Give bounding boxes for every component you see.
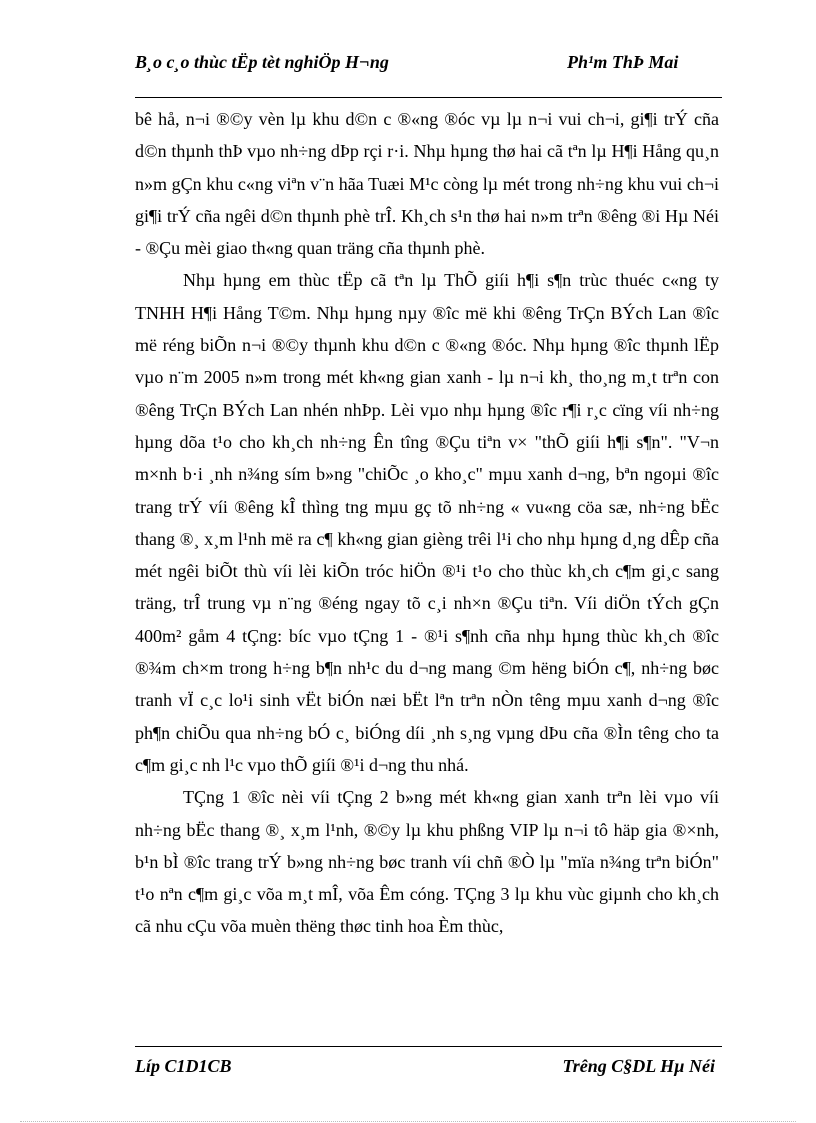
paragraph-2: Nhµ hµng em thùc tËp cã tªn lµ ThÕ giíi h¶i s¶n trùc thuéc c«ng ty TNHH H¶i Hång T©m. Nhµ hµng nµy ®îc më khi ®êng TrÇn BÝch Lan ®îc më réng biÕn n¬i ®©y thµnh khu d©n c ®«ng ®óc. Nhµ hµng ®îc thµnh lËp vµo n¨m 2005 n»m trong mét kh«ng gian xanh - lµ n¬i kh¸ tho¸ng m¸t trªn con ®êng TrÇn BÝch Lan nhén nhÞp. Lèi vµo nhµ hµng ®îc r¶i r¸c cïng víi nh÷ng hµng dõa t¹o cho kh¸ch nh÷ng Ên tîng ®Çu tiªn v× "thÕ giíi h¶i s¶n". "V¬n m×nh b·i ¸nh n¾ng sím b»ng "chiÕc ¸o kho¸c" mµu xanh d¬ng, bªn ngoµi ®îc trang trÝ víi ®êng kÎ thìng tng mµu gç tõ nh÷ng « vu«ng cöa sæ, nh÷ng bËc thang ®¸ x¸m l¹nh më ra c¶ kh«ng gian gièng trêi l¹i cho nhµ hµng d¸ng dÊp cña mét ngêi biÕt thù víi lèi kiÕn tróc hiÖn ®¹i t¹o cho thùc kh¸ch c¶m gi¸c sang träng, trÎ trung vµ n¨ng ®éng ngay tõ c¸i nh×n ®Çu tiªn. Víi diÖn tÝch gÇn 400m² gåm 4 tÇng: bíc vµo tÇng 1 - ®¹i s¶nh cña nhµ hµng thùc kh¸ch ®îc ®¾m ch×m trong h÷ng b¶n nh¹c du d¬ng mang ©m hëng biÓn c¶, nh÷ng bøc tranh vÏ c¸c lo¹i sinh vËt biÓn næi bËt lªn trªn nÒn têng mµu xanh d¬ng ®îc ph¶n chiÕu qua nh÷ng bÓ c¸ biÓng díi ¸nh s¸ng vµng dÞu cña ®Ìn têng cho ta c¶m gi¸c nh l¹c vµo thÕ giíi ®¹i d¬ng thu nhá. — [135, 270, 719, 775]
paragraph-1: bê hå, n¬i ®©y vèn lµ khu d©n c ®«ng ®óc vµ lµ n¬i vui ch¬i, gi¶i trÝ cña d©n thµnh thÞ vµo nh÷ng dÞp rçi r·i. Nhµ hµng thø hai cã tªn lµ H¶i Hång qu¸n n»m gÇn khu c«ng viªn v¨n hãa Tuæi M¹c còng lµ mét trong nh÷ng khu vui ch¬i gi¶i trÝ cña ngêi d©n thµnh phè trÎ. Kh¸ch s¹n thø hai n»m trªn ®êng ®i Hµ Néi - ®Çu mèi giao th«ng quan träng cña thµnh phè. — [135, 109, 719, 259]
header-author-name: Ph¹m ThÞ Mai — [567, 52, 679, 72]
header-report-title: B¸o c¸o thùc tËp tèt nghiÖp H¬ng — [135, 52, 389, 72]
body-text — [135, 103, 719, 943]
page-footer — [135, 1054, 715, 1078]
page-header — [135, 50, 715, 98]
header-rule — [135, 97, 722, 98]
page-bottom-dotted-border — [20, 1121, 796, 1122]
paragraph-3: TÇng 1 ®îc nèi víi tÇng 2 b»ng mét kh«ng gian xanh trªn lèi vµo víi nh÷ng bËc thang ®¸ x¸m l¹nh, ®©y lµ khu phßng VIP lµ n¬i tô häp gia ®×nh, b¹n bÌ ®îc trang trÝ b»ng nh÷ng bøc tranh víi chñ ®Ò lµ "mïa n¾ng trªn biÓn" t¹o nªn c¶m gi¸c võa m¸t mÎ, võa Êm cóng. TÇng 3 lµ khu vùc giµnh cho kh¸ch cã nhu cÇu võa muèn thëng thøc tinh hoa Èm thùc, — [135, 787, 719, 937]
footer-school-name: Trêng C§DL Hµ Néi — [562, 1056, 715, 1076]
footer-class-code: Líp C1D1CB — [135, 1056, 232, 1076]
footer-rule — [135, 1046, 722, 1047]
